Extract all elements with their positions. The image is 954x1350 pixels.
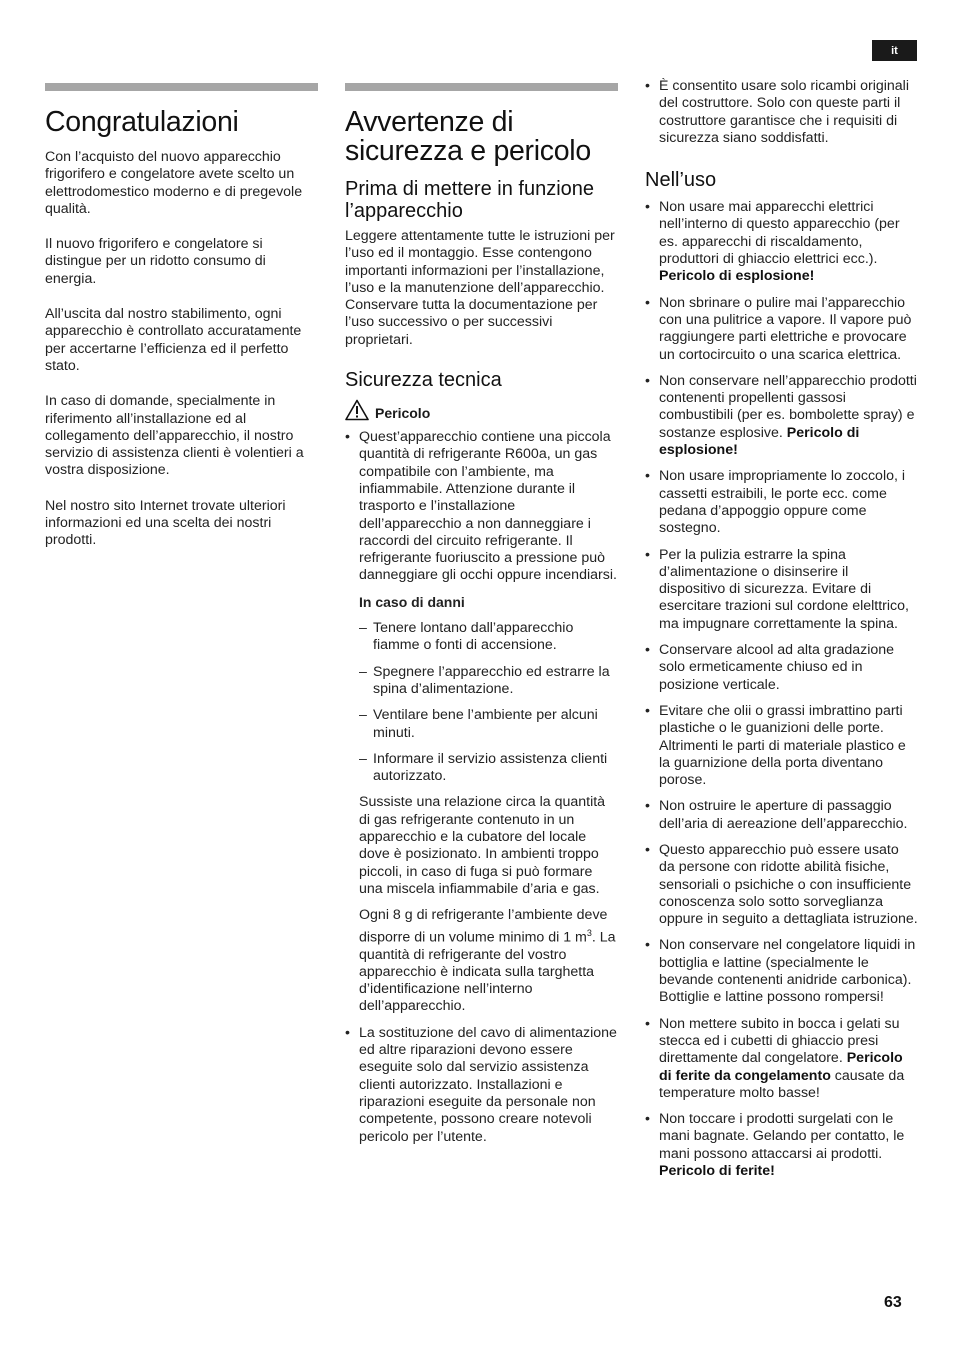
danger-warning [345,399,618,421]
damage-step: – Spegnere l’apparecchio ed estrarre la spina d’alimentazione. [359,664,618,699]
minimum-volume-text: Ogni 8 g di refrigerante l’ambiente deve disporre di un volume minimo di 1 $m^3$. La quantità di refrigerante del vostro apparecchio è indicata sulla targhetta d’identificazione nell’interno dell’apparecchio. [359,907,616,1015]
column-safety [345,83,618,1155]
congratulations-title: Congratulazioni [45,106,239,138]
energy-paragraph: Il nuovo frigorifero e congelatore si distingue per un ridotto consumo di energia. [45,236,266,287]
section-rule [345,83,618,91]
list-item: • Non conservare nell’apparecchio prodotti contenenti propellenti gassosi combustibili (per es. bombolette spray) e sostanze esplosive. Pericolo di esplosione! [645,373,918,459]
damage-step: – Ventilare bene l’ambiente per alcuni minuti. [359,707,618,742]
quality-paragraph: All’uscita dal nostro stabilimento, ogni apparecchio è controllato accuratamente per accertarne l’efficienza ed il perfetto stato. [45,306,302,374]
intro-paragraph: Con l’acquisto del nuovo apparecchio frigorifero e congelatore avete scelto un elettrodomestico moderno e di pregevole qualità. [45,149,303,217]
damage-step: – Tenere lontano dall’apparecchio fiamme o fonti di accensione. [359,620,618,655]
list-item: • Non usare impropriamente lo zoccolo, i cassetti estraibili, le porte ecc. come pedana d’appoggio oppure come sostegno. [645,468,918,537]
safety-title: Avvertenze di sicurezza e pericolo [345,106,591,167]
in-use-heading: Nell’uso [645,169,717,192]
column-congratulations [45,83,318,559]
damage-step: – Informare il servizio assistenza clienti autorizzato. [359,751,618,786]
list-item: • Questo apparecchio può essere usato da persone con ridotte abilità fisiche, sensoriali o psichiche o con insufficiente conoscenza solo sotto sorveglianza oppure in seguito a dettagliata istruzione. [645,842,918,928]
repair-bullet: • La sostituzione del cavo di alimentazione ed altre riparazioni devono essere eseguite solo dal servizio assistenza clienti autorizzato. Installazioni e riparazioni eseguite da personale non competente, possono creare notevoli pericolo per l’utente. [345,1025,618,1146]
section-rule [45,83,318,91]
list-item: • Non toccare i prodotti surgelati con le mani bagnate. Gelando per contatto, le mani possono attaccarsi ai prodotti. Pericolo di ferite! [645,1111,918,1180]
column-in-use [645,78,918,1189]
list-item: • Non ostruire le aperture di passaggio dell’aria di aereazione dell’apparecchio. [645,798,918,833]
language-badge: it [872,40,917,61]
list-item: • Evitare che olii o grassi imbrattino parti plastiche o le guanizioni delle porte. Altrimenti le parti di materiale plastico e la guarnizione della porta diventano porose. [645,703,918,789]
danger-label: Pericolo [375,405,431,422]
list-item: • Conservare alcool ad alta gradazione solo ermeticamente chiuso ed in posizione verticale. [645,642,918,694]
list-item: • Non conservare nel congelatore liquidi in bottiglia e lattine (specialmente le bevande contenenti anidride carbonica). Bottiglie e lattine possono rompersi! [645,937,918,1006]
before-use-text: Leggere attentamente tutte le istruzioni per l’uso ed il montaggio. Esse contengono importanti informazioni per l’installazione, l’uso e la manutenzione dell’apparecchio. Conservare tutta la documentazione per l’uso successivo o per successivi proprietari. [345,228,615,348]
refrigerant-bullet: • Quest’apparecchio contiene una piccola quantità di refrigerante R600a, un gas compatibile con l’ambiente, ma infiammabile. Attenzione durante il trasporto e l’installazione dell’apparecchio a non danneggiare i raccordi del circuito refrigerante. Il refrigerante fuoriuscito a pressione può danneggiare gli occhi oppure incendiarsi. In caso di danni – Tenere lontano dall’apparecchio fiamme o fonti di accensione. – Spegnere l’apparecchio ed estrarre la spina d’alimentazione. – Ventilare bene l’ambiente per alcuni minuti. – Informare il servizio assistenza clienti autorizzato. Sussiste una relazione circa la quantità di gas refrigerante contenuto in un apparecchio e la cubatore del locale dove è posizionato. In ambienti troppo piccoli, in caso di fuga si può formare una miscela infiammabile d’aria e gas. Ogni 8 g di refrigerante l’ambiente deve disporre di un volume minimo di 1 $m^3$. La quantità di refrigerante del vostro apparecchio è indicata sulla targhetta d’identificazione nell’interno dell’apparecchio. [345,429,618,1016]
list-item: • Per la pulizia estrarre la spina d’alimentazione o disinserire il dispositivo di sicurezza. Evitare di esercitare trazioni sul cordone elelttrico, ma impugnare correttamente la spina. [645,547,918,633]
in-use-list [645,199,918,1180]
page-number: 63 [884,1294,902,1311]
spare-parts-bullet: • È consentito usare solo ricambi originali del costruttore. Solo con queste parti il costruttore garantisce che i requisiti di sicurezza siano soddisfatti. [645,78,918,147]
before-use-heading: Prima di mettere in funzione l’apparecchio [345,178,595,222]
warning-triangle-icon [345,399,369,421]
damage-heading: In caso di danni [359,593,465,610]
room-volume-relation: Sussiste una relazione circa la quantità di gas refrigerante contenuto in un apparecchio e la cubatore del locale dove è posizionato. In ambienti troppo piccoli, in caso di fuga si può formare una miscela infiammabile d’aria e gas. [359,794,606,897]
website-paragraph: Nel nostro sito Internet trovate ulteriori informazioni ed una scelta dei nostri prodotti. [45,497,286,549]
technical-safety-heading: Sicurezza tecnica [345,369,502,392]
list-item: • Non usare mai apparecchi elettrici nell’interno di questo apparecchio (per es. apparecchi di riscaldamento, produttori di ghiaccio elettrici ecc.). Pericolo di esplosione! [645,199,918,285]
list-item: • Non sbrinare o pulire mai l’apparecchio con una pulitrice a vapore. Il vapore può raggiungere parti elettriche e provocare un cortocircuito o una scarica elettrica. [645,295,918,364]
service-paragraph: In caso di domande, specialmente in riferimento all’installazione ed al collegamento dell’apparecchio, il nostro servizio di assistenza clienti è volentieri a vostra disposizione. [45,393,304,479]
list-item: • Non mettere subito in bocca i gelati su stecca ed i cubetti di ghiaccio presi direttamente dal congelatore. Pericolo di ferite da congelamento causate da temperature molto basse! [645,1016,918,1102]
